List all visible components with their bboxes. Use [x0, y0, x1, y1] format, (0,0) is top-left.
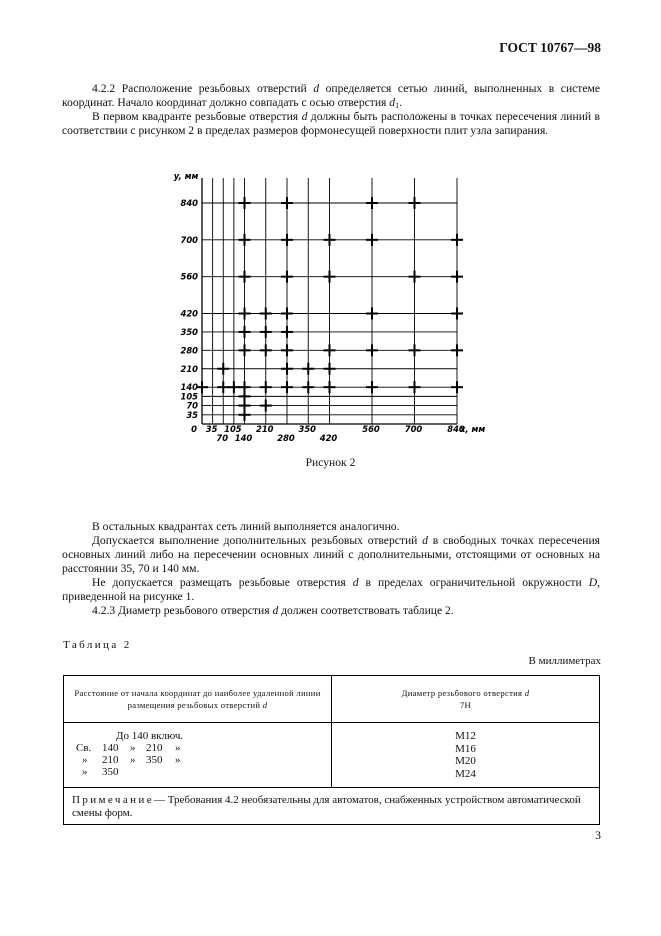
range-row-2-to: 210	[146, 742, 163, 754]
hole-marker-280-560	[281, 271, 293, 283]
hole-marker-560-280	[366, 344, 378, 356]
x-tick-label-70: 70	[216, 433, 229, 443]
y-tick-label-700: 700	[180, 234, 198, 245]
paragraph-text: должны быть расположены в точках пересечения линий в соответствии с рисунком 2 в пределах размеров формонесущей поверхности плит узла запирания.	[62, 110, 601, 137]
y-tick-label-350: 350	[180, 326, 198, 337]
figure-caption: Рисунок 2	[305, 456, 356, 469]
x-tick-label-420: 420	[319, 433, 338, 443]
hole-marker-280-140	[281, 381, 293, 393]
distance-ranges-cell	[64, 723, 332, 788]
range-row-3-ditto-3: »	[175, 754, 181, 766]
hole-marker-420-280	[324, 344, 336, 356]
x-tick-label-280: 280	[277, 433, 295, 443]
table-units: В миллиметрах	[528, 655, 601, 667]
x-tick-label-700: 700	[404, 424, 423, 434]
table-note	[64, 788, 600, 825]
thread-size: M16	[455, 742, 476, 755]
page-number: 3	[595, 828, 601, 842]
y-tick-label-280: 280	[180, 345, 198, 356]
hole-marker-350-210	[302, 363, 314, 375]
x-tick-label-840: 840	[447, 424, 465, 434]
hole-marker-140-840	[239, 197, 251, 209]
hole-marker-280-840	[281, 197, 293, 209]
hole-marker-140-280	[239, 344, 251, 356]
paragraph-text: Допускается выполнение дополнительных резьбовых отверстий	[92, 534, 418, 547]
paragraph-text: , приведенной на рисунке 1.	[62, 576, 600, 603]
y-tick-label-840: 840	[180, 198, 198, 208]
hole-marker-140-35	[239, 409, 251, 421]
hole-marker-210-420	[260, 308, 272, 320]
y-tick-label-420: 420	[180, 308, 198, 319]
hole-marker-210-280	[260, 344, 272, 356]
paragraph-text: определяется сетью линий, выполненных в системе координат. Начало координат должно совпадать с осью отверстия	[62, 82, 600, 109]
hole-marker-700-840	[409, 197, 421, 209]
hole-marker-420-140	[324, 381, 336, 393]
range-row-3-to: 350	[146, 754, 163, 766]
y-tick-label-210: 210	[180, 363, 198, 374]
hole-marker-350-140	[302, 381, 314, 393]
paragraph-restriction	[62, 576, 600, 604]
x-tick-label-105: 105	[224, 424, 242, 434]
hole-marker-280-210	[281, 363, 293, 375]
x-tick-label-560: 560	[362, 424, 380, 434]
thread-diameter-table	[63, 675, 600, 825]
tolerance-class: 7H	[459, 700, 472, 710]
paragraph-first-quadrant	[62, 110, 600, 138]
y-tick-label-560: 560	[180, 271, 198, 282]
hole-marker-840-140	[451, 381, 463, 393]
hole-marker-420-560	[324, 271, 336, 283]
header-text: Диаметр резьбового отверстия	[401, 688, 523, 698]
x-tick-label-140: 140	[234, 433, 253, 443]
range-row-2-ditto: »	[130, 742, 136, 754]
variable-d: d	[352, 576, 359, 589]
paragraph-text: 4.2.3 Диаметр резьбового отверстия	[92, 604, 270, 617]
hole-marker-560-140	[366, 381, 378, 393]
table-title: Таблица 2	[63, 639, 132, 651]
table-header-distance	[64, 676, 332, 723]
range-row-3-from: 210	[102, 754, 119, 766]
hole-marker-840-280	[451, 344, 463, 356]
range-row-3-ditto-2: »	[130, 754, 136, 766]
variable-d: d	[524, 688, 530, 698]
paragraph-text: Не допускается размещать резьбовые отверстия	[92, 576, 346, 589]
thread-size: M12	[455, 730, 476, 742]
hole-marker-700-560	[409, 271, 421, 283]
hole-marker-140-420	[239, 308, 251, 320]
x-tick-label-35: 35	[205, 424, 218, 434]
range-row-3-ditto: »	[82, 754, 88, 766]
hole-marker-210-140	[260, 381, 272, 393]
hole-marker-280-700	[281, 234, 293, 246]
variable-d: d	[389, 96, 396, 109]
x-tick-label-210: 210	[256, 424, 274, 434]
hole-marker-210-350	[260, 326, 272, 338]
range-row-2-ditto-2: »	[175, 742, 181, 754]
hole-marker-70-210	[217, 363, 229, 375]
thread-sizes-cell	[332, 723, 600, 788]
paragraph-text: должен соответствовать таблице 2.	[281, 604, 454, 617]
variable-d: d	[272, 604, 279, 617]
y-tick-label-105: 105	[180, 391, 198, 402]
hole-marker-140-350	[239, 326, 251, 338]
variable-d: d	[301, 110, 308, 123]
hole-marker-420-210	[324, 363, 336, 375]
variable-d: d	[313, 82, 320, 95]
range-row-1: До 140 включ.	[116, 730, 184, 742]
document-header: ГОСТ 10767—98	[499, 40, 601, 55]
hole-marker-280-350	[281, 326, 293, 338]
y-tick-label-70: 70	[186, 400, 198, 411]
paragraph-additional-holes	[62, 534, 600, 576]
hole-marker-140-560	[239, 271, 251, 283]
hole-marker-700-140	[409, 381, 421, 393]
hole-marker-280-420	[281, 308, 293, 320]
paragraph-text: В первом квадранте резьбовые отверстия	[92, 110, 299, 123]
paragraph-text: 4.2.2 Расположение резьбовых отверстий	[92, 82, 307, 95]
header-text: Расстояние от начала координат до наиболее удаленной линии размещения резьбовых отверстий	[74, 688, 321, 710]
hole-marker-280-280	[281, 344, 293, 356]
paragraph-other-quadrants: В остальных квадрантах сеть линий выполняется аналогично.	[92, 520, 400, 533]
paragraph-4-2-3	[62, 604, 600, 618]
hole-marker-210-70	[260, 400, 272, 412]
y-tick-label-35: 35	[186, 409, 198, 420]
note-label: Примечание	[72, 794, 154, 806]
y-axis-label: y, мм	[173, 171, 199, 181]
note-text: — Требования 4.2 необязательны для автоматов, снабженных устройством автоматической смены форм.	[72, 794, 581, 819]
variable-D: D	[588, 576, 598, 589]
range-row-4-from: 350	[102, 766, 119, 778]
x-tick-label-350: 350	[298, 424, 316, 434]
hole-grid-figure	[160, 165, 490, 450]
range-row-2-prefix: Св.	[76, 742, 92, 754]
hole-marker-700-280	[409, 344, 421, 356]
variable-d: d	[262, 700, 268, 710]
y-tick-label-140: 140	[180, 382, 198, 393]
punctuation: .	[399, 96, 402, 109]
range-row-4-ditto: »	[82, 766, 88, 778]
hole-marker-105-140	[228, 381, 240, 393]
table-header-diameter	[332, 676, 600, 723]
hole-marker-840-560	[451, 271, 463, 283]
hole-marker-560-700	[366, 234, 378, 246]
range-row-2-from: 140	[102, 742, 119, 754]
hole-marker-420-700	[324, 234, 336, 246]
hole-marker-840-700	[451, 234, 463, 246]
subscript: 1	[395, 101, 400, 110]
hole-marker-560-420	[366, 308, 378, 320]
thread-size: M20	[455, 755, 476, 767]
hole-marker-560-840	[366, 197, 378, 209]
origin-label: 0	[191, 424, 197, 434]
paragraph-text: в пределах ограничительной окружности	[365, 576, 582, 589]
hole-marker-70-140	[217, 381, 229, 393]
paragraph-text: в свободных точках пересечения основных линий либо на пересечении основных линий с дополнительными, отстоящими от основных на расстоянии 35, 70 и 140 мм.	[62, 534, 600, 575]
hole-marker-140-700	[239, 234, 251, 246]
paragraph-4-2-2	[62, 82, 600, 113]
x-axis-label: x, мм	[460, 424, 486, 434]
variable-d: d	[422, 534, 428, 547]
hole-marker-840-420	[451, 308, 463, 320]
thread-size: M24	[455, 767, 476, 780]
